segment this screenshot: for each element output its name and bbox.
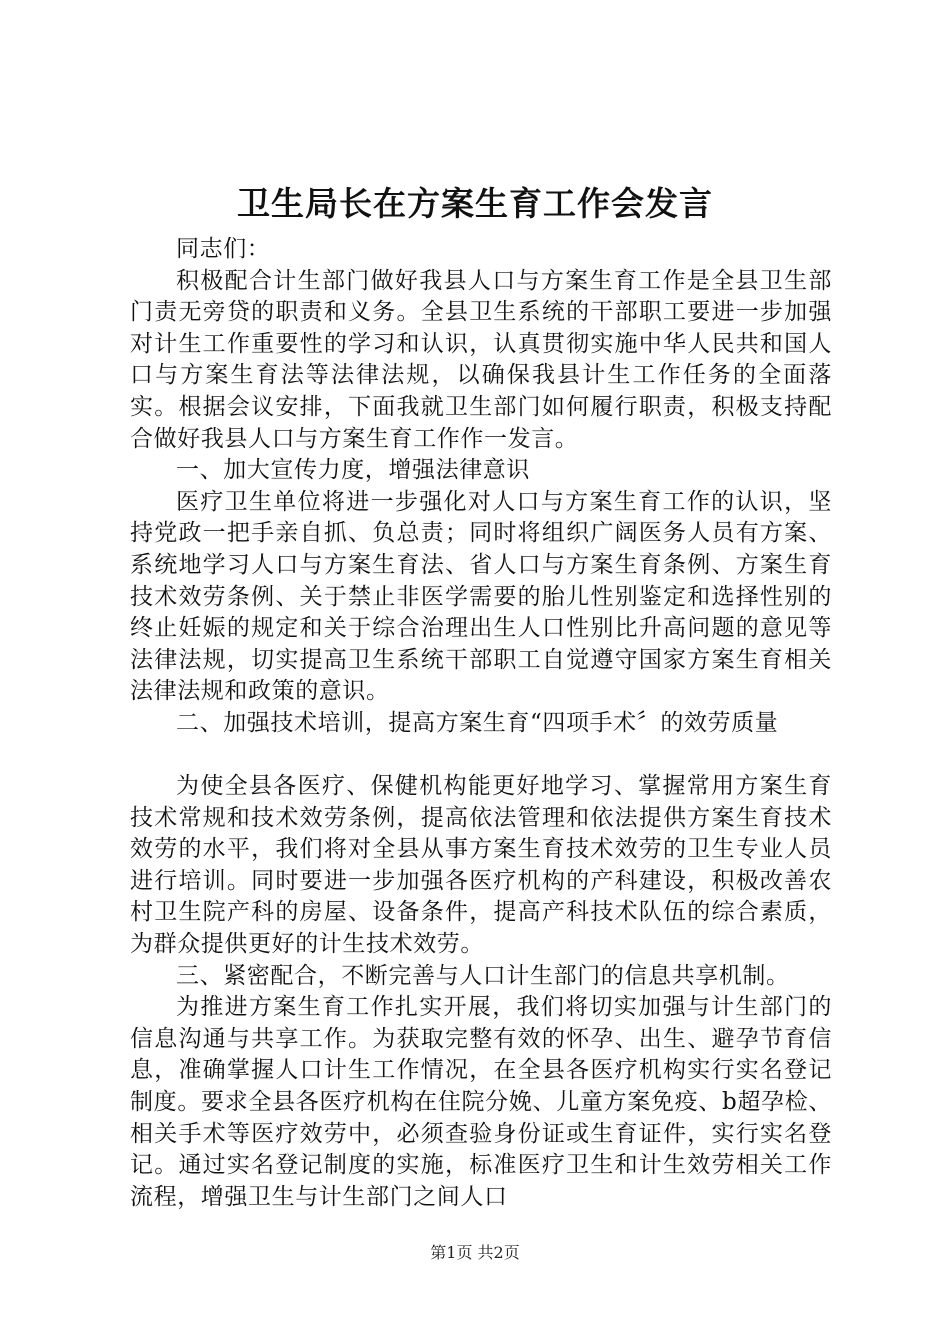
section-heading-2: 二、加强技术培训，提高方案生育“四项手术〞的效劳质量 — [176, 709, 779, 736]
paragraph-section-1: 医疗卫生单位将进一步强化对人口与方案生育工作的认识，坚持党政一把手亲自抓、负总责；同时将组织广阔医务人员有方案、系统地学习人口与方案生育法、省人口与方案生育条例、方案生育技术效劳条例、关于禁止非医学需要的胎儿性别鉴定和选择性别的终止妊娠的规定和关于综合治理出生人口性别比升高问题的意见等法律法规，切实提高卫生系统干部职工自觉遵守国家方案生育相关法律法规和政策的意识。 — [130, 488, 832, 705]
paragraph-intro: 积极配合计生部门做好我县人口与方案生育工作是全县卫生部门责无旁贷的职责和义务。全县卫生系统的干部职工要进一步加强对计生工作重要性的学习和认识，认真贯彻实施中华人民共和国人口与方案生育法等法律法规，以确保我县计生工作任务的全面落实。根据会议安排，下面我就卫生部门如何履行职责，积极支持配合做好我县人口与方案生育工作作一发言。 — [130, 267, 832, 452]
document-body — [130, 234, 832, 1213]
section-heading-3: 三、紧密配合，不断完善与人口计生部门的信息共享机制。 — [176, 962, 790, 989]
salutation: 同志们： — [176, 236, 271, 262]
page-number-footer: 第1页 共2页 — [430, 1243, 520, 1262]
section-heading-1: 一、加大宣传力度，增强法律意识 — [176, 457, 530, 484]
paragraph-section-3: 为推进方案生育工作扎实开展，我们将切实加强与计生部门的信息沟通与共享工作。为获取完整有效的怀孕、出生、避孕节育信息，准确掌握人口计生工作情况，在全县各医疗机构实行实名登记制度。要求全县各医疗机构在住院分娩、儿童方案免疫、b超孕检、相关手术等医疗效劳中，必须查验身份证或生育证件，实行实名登记。通过实名登记制度的实施，标准医疗卫生和计生效劳相关工作流程，增强卫生与计生部门之间人口 — [130, 994, 832, 1210]
paragraph-section-2: 为使全县各医疗、保健机构能更好地学习、掌握常用方案生育技术常规和技术效劳条例，提高依法管理和依法提供方案生育技术效劳的水平，我们将对全县从事方案生育技术效劳的卫生专业人员进行培训。同时要进一步加强各医疗机构的产科建设，积极改善农村卫生院产科的房屋、设备条件，提高产科技术队伍的综合素质，为群众提供更好的计生技术效劳。 — [130, 773, 832, 958]
document-title: 卫生局长在方案生育工作会发言 — [237, 184, 713, 223]
